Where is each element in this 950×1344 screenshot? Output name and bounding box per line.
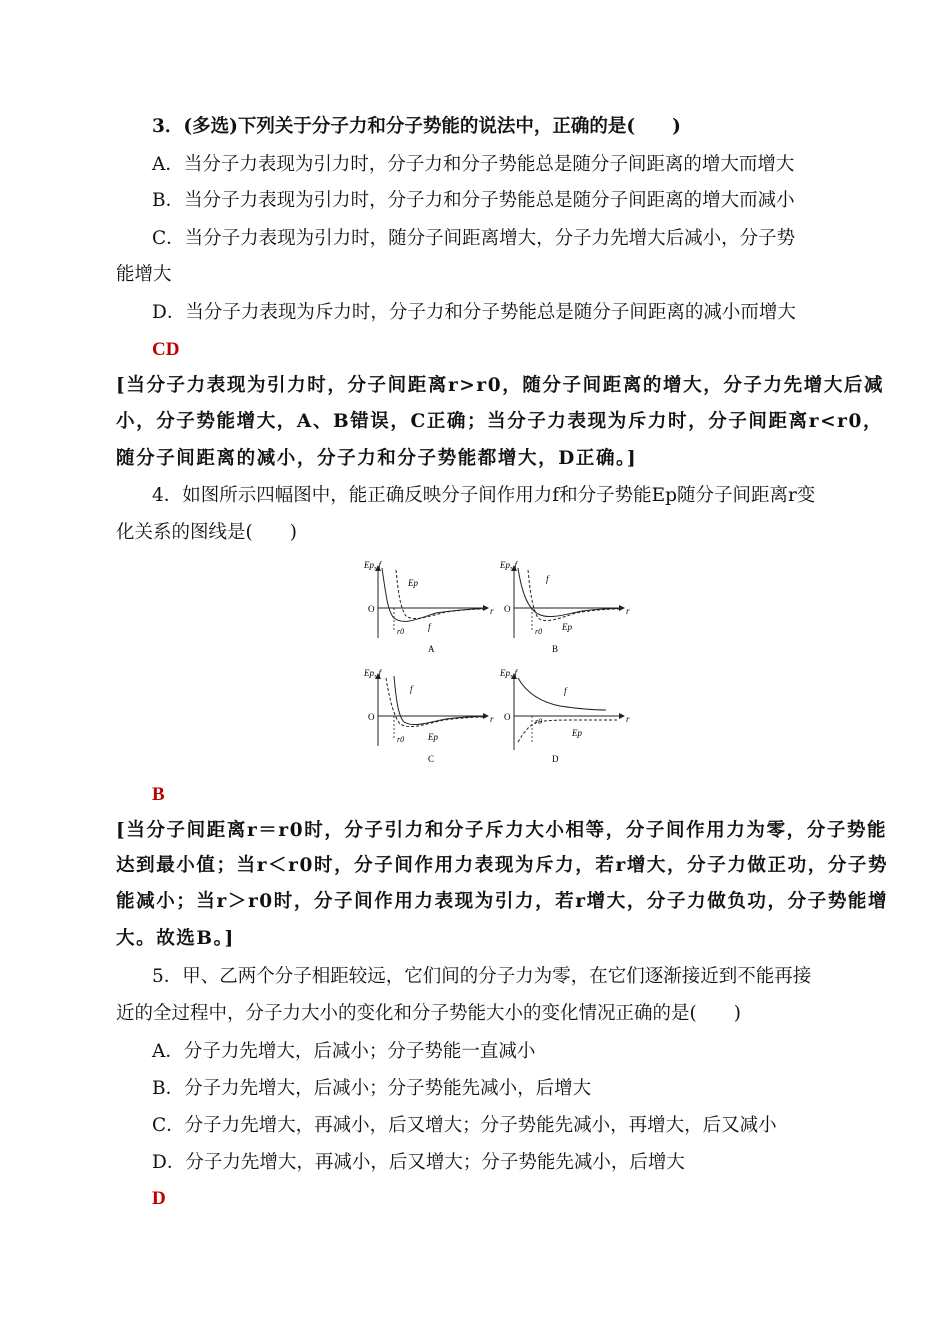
panel-a-axis-label: Ep, f <box>364 560 381 570</box>
panel-b-r-label: r <box>626 606 630 616</box>
panel-a-f-label: f <box>428 622 431 632</box>
panel-d-ep-curve <box>518 720 618 742</box>
panel-d-origin: O <box>504 712 511 722</box>
panel-d-f-label: f <box>564 686 567 696</box>
panel-c-ep-curve <box>386 678 484 727</box>
panel-a <box>363 560 494 654</box>
q3-stem: 3．(多选)下列关于分子力和分子势能的说法中，正确的是( ) <box>152 116 681 137</box>
panel-b-caption: B <box>552 644 559 654</box>
panel-c-axis-label: Ep, f <box>364 668 381 678</box>
panel-b-axis-label: Ep, f <box>500 560 517 570</box>
q5-option-c: C．分子力先增大，再减小，后又增大；分子势能先减小，再增大，后又减小 <box>152 1115 777 1136</box>
panel-a-r0-label: r0 <box>397 627 405 636</box>
panel-d-r-label: r <box>626 714 630 724</box>
q4-explanation-line2: 达到最小值；当r＜r0时，分子间作用力表现为斥力，若r增大，分子力做正功，分子势 <box>116 855 889 876</box>
panel-c-origin: O <box>368 712 375 722</box>
q5-option-d: D．分子力先增大，再减小，后又增大；分子势能先减小，后增大 <box>152 1152 685 1173</box>
q3-option-c-line2: 能增大 <box>116 264 172 285</box>
panel-d-r0-label: r0 <box>535 717 543 726</box>
panel-c-ep-label: Ep <box>428 732 438 742</box>
panel-c-f-label: f <box>410 684 413 694</box>
panel-a-r-label: r <box>490 606 494 616</box>
q4-explanation-line1: [当分子间距离r＝r0时，分子引力和分子斥力大小相等，分子间作用力为零，分子势能 <box>116 820 888 841</box>
q4-figure-panels <box>360 556 640 774</box>
q5-option-a: A．分子力先增大，后减小；分子势能一直减小 <box>152 1041 536 1062</box>
panel-b-f-label: f <box>546 574 549 584</box>
panel-c-caption: C <box>428 754 435 764</box>
panel-a-f-curve <box>382 568 484 621</box>
panel-c-r-label: r <box>490 714 494 724</box>
q4-answer: B <box>152 784 165 805</box>
q3-option-d: D．当分子力表现为斥力时，分子力和分子势能总是随分子间距离的减小而增大 <box>152 302 796 323</box>
q5-stem-line2: 近的全过程中，分子力大小的变化和分子势能大小的变化情况正确的是( ) <box>116 1003 741 1024</box>
q4-explanation-line3: 能减小；当r＞r0时，分子间作用力表现为引力，若r增大，分子力做负功，分子势能增 <box>116 891 889 912</box>
q5-stem-line1: 5．甲、乙两个分子相距较远，它们间的分子力为零，在它们逐渐接近到不能再接 <box>152 966 812 987</box>
panel-d-f-curve <box>518 678 606 710</box>
q3-option-b: B．当分子力表现为引力时，分子力和分子势能总是随分子间距离的增大而减小 <box>152 190 795 211</box>
panel-b-r0-label: r0 <box>535 627 543 636</box>
q3-option-a: A．当分子力表现为引力时，分子力和分子势能总是随分子间距离的增大而增大 <box>152 154 795 175</box>
q4-stem-line1: 4．如图所示四幅图中，能正确反映分子间作用力f和分子势能Ep随分子间距离r变 <box>152 485 816 506</box>
q3-option-c-line1: C．当分子力表现为引力时，随分子间距离增大，分子力先增大后减小，分子势 <box>152 228 796 249</box>
q3-answer: CD <box>152 339 180 360</box>
panel-b <box>499 560 630 654</box>
panel-d-ep-label: Ep <box>572 728 582 738</box>
panel-d <box>499 668 630 764</box>
panel-a-ep-label: Ep <box>408 578 418 588</box>
panel-d-axis-label: Ep, f <box>500 668 517 678</box>
panel-c-r0-label: r0 <box>397 735 405 744</box>
panel-a-origin: O <box>368 604 375 614</box>
q3-explanation-line2: 小，分子势能增大，A、B错误，C正确；当分子力表现为斥力时，分子间距离r<r0， <box>116 411 884 432</box>
panel-d-caption: D <box>552 754 559 764</box>
q3-explanation-line1: [当分子力表现为引力时，分子间距离r>r0，随分子间距离的增大，分子力先增大后减 <box>116 375 885 396</box>
panel-b-origin: O <box>504 604 511 614</box>
panel-b-ep-label: Ep <box>562 622 572 632</box>
panel-c <box>363 668 494 764</box>
panel-a-caption: A <box>428 644 435 654</box>
q4-explanation-line4: 大。故选B。] <box>116 928 235 949</box>
q5-option-b: B．分子力先增大，后减小；分子势能先减小，后增大 <box>152 1078 592 1099</box>
q3-explanation-line3: 随分子间距离的减小，分子力和分子势能都增大，D正确。] <box>116 448 638 469</box>
q4-stem-line2: 化关系的图线是( ) <box>116 522 297 543</box>
q5-answer: D <box>152 1188 166 1209</box>
